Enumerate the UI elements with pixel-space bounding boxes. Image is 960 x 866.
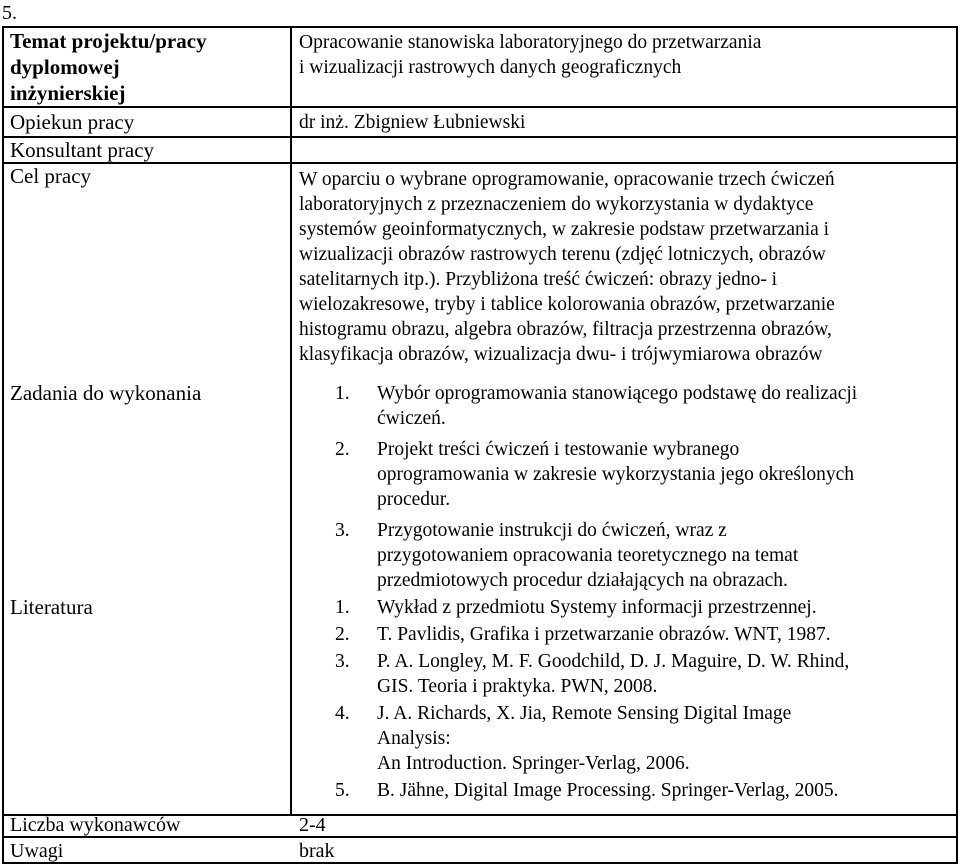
list-item: 1. Wybór oprogramowania stanowiącego podstawę do realizacji ćwiczeń. xyxy=(335,383,858,429)
value-goal: W oparciu o wybrane oprogramowanie, opracowanie trzech ćwiczeń laboratoryjnych z przeznaczeniem do wykorzystania w dydaktyce systemów geoinformatycznych, w zakresie podstaw przetwarzania i wizualizacji obrazów rastrowych terenu (zdjęć lotniczych, obrazów satelitarnych itp.). Przybliżona treść ćwiczeń: obrazy jedno- i wielozakresowe, tryby i tablice kolorowania obrazów, przetwarzanie histogramu obrazu, algebra obrazów, filtracja przestrzenna obrazów, klasyfikacja obrazów, wizualizacja dwu- i trójwymiarowa obrazów xyxy=(299,169,835,365)
list-item: 2. Projekt treści ćwiczeń i testowanie wybranego oprogramowania w zakresie wykorzystania jego określonych procedur. xyxy=(335,439,855,510)
literature-list xyxy=(299,595,849,803)
label-literature: Literatura xyxy=(10,595,93,619)
row-divider xyxy=(2,106,958,108)
column-divider xyxy=(290,26,292,816)
label-team-size: Liczba wykonawców xyxy=(10,814,181,836)
thesis-form-table xyxy=(2,26,958,864)
list-item: 4. J. A. Richards, X. Jia, Remote Sensing Digital Image Analysis: An Introduction. Springer-Verlag, 2006. xyxy=(335,703,792,774)
value-supervisor: dr inż. Zbigniew Łubniewski xyxy=(299,112,526,133)
list-item: 1. Wykład z przedmiotu Systemy informacji przestrzennej. xyxy=(335,597,817,618)
list-item: 3. Przygotowanie instrukcji do ćwiczeń, wraz z przygotowaniem opracowania teoretycznego na temat przedmiotowych procedur działających na obrazach. xyxy=(335,520,799,591)
label-supervisor: Opiekun pracy xyxy=(10,110,135,134)
label-consultant: Konsultant pracy xyxy=(10,138,155,162)
value-remarks: brak xyxy=(299,840,335,862)
value-team-size: 2-4 xyxy=(299,814,326,836)
value-topic: Opracowanie stanowiska laboratoryjnego do przetwarzania i wizualizacji rastrowych danych geograficznych xyxy=(299,32,762,78)
document-number: 5. xyxy=(2,2,17,24)
label-topic: Temat projektu/pracy dyplomowej inżynierskiej xyxy=(10,29,207,105)
list-item: 5. B. Jähne, Digital Image Processing. Springer-Verlag, 2005. xyxy=(335,780,839,801)
list-item: 2. T. Pavlidis, Grafika i przetwarzanie obrazów. WNT, 1987. xyxy=(335,624,831,645)
label-tasks: Zadania do wykonania xyxy=(10,381,202,405)
list-item: 3. P. A. Longley, M. F. Goodchild, D. J. Maguire, D. W. Rhind, GIS. Teoria i praktyka. PWN, 2008. xyxy=(335,651,850,697)
label-remarks: Uwagi xyxy=(10,840,64,862)
label-goal: Cel pracy xyxy=(10,164,92,188)
tasks-list xyxy=(299,381,857,593)
